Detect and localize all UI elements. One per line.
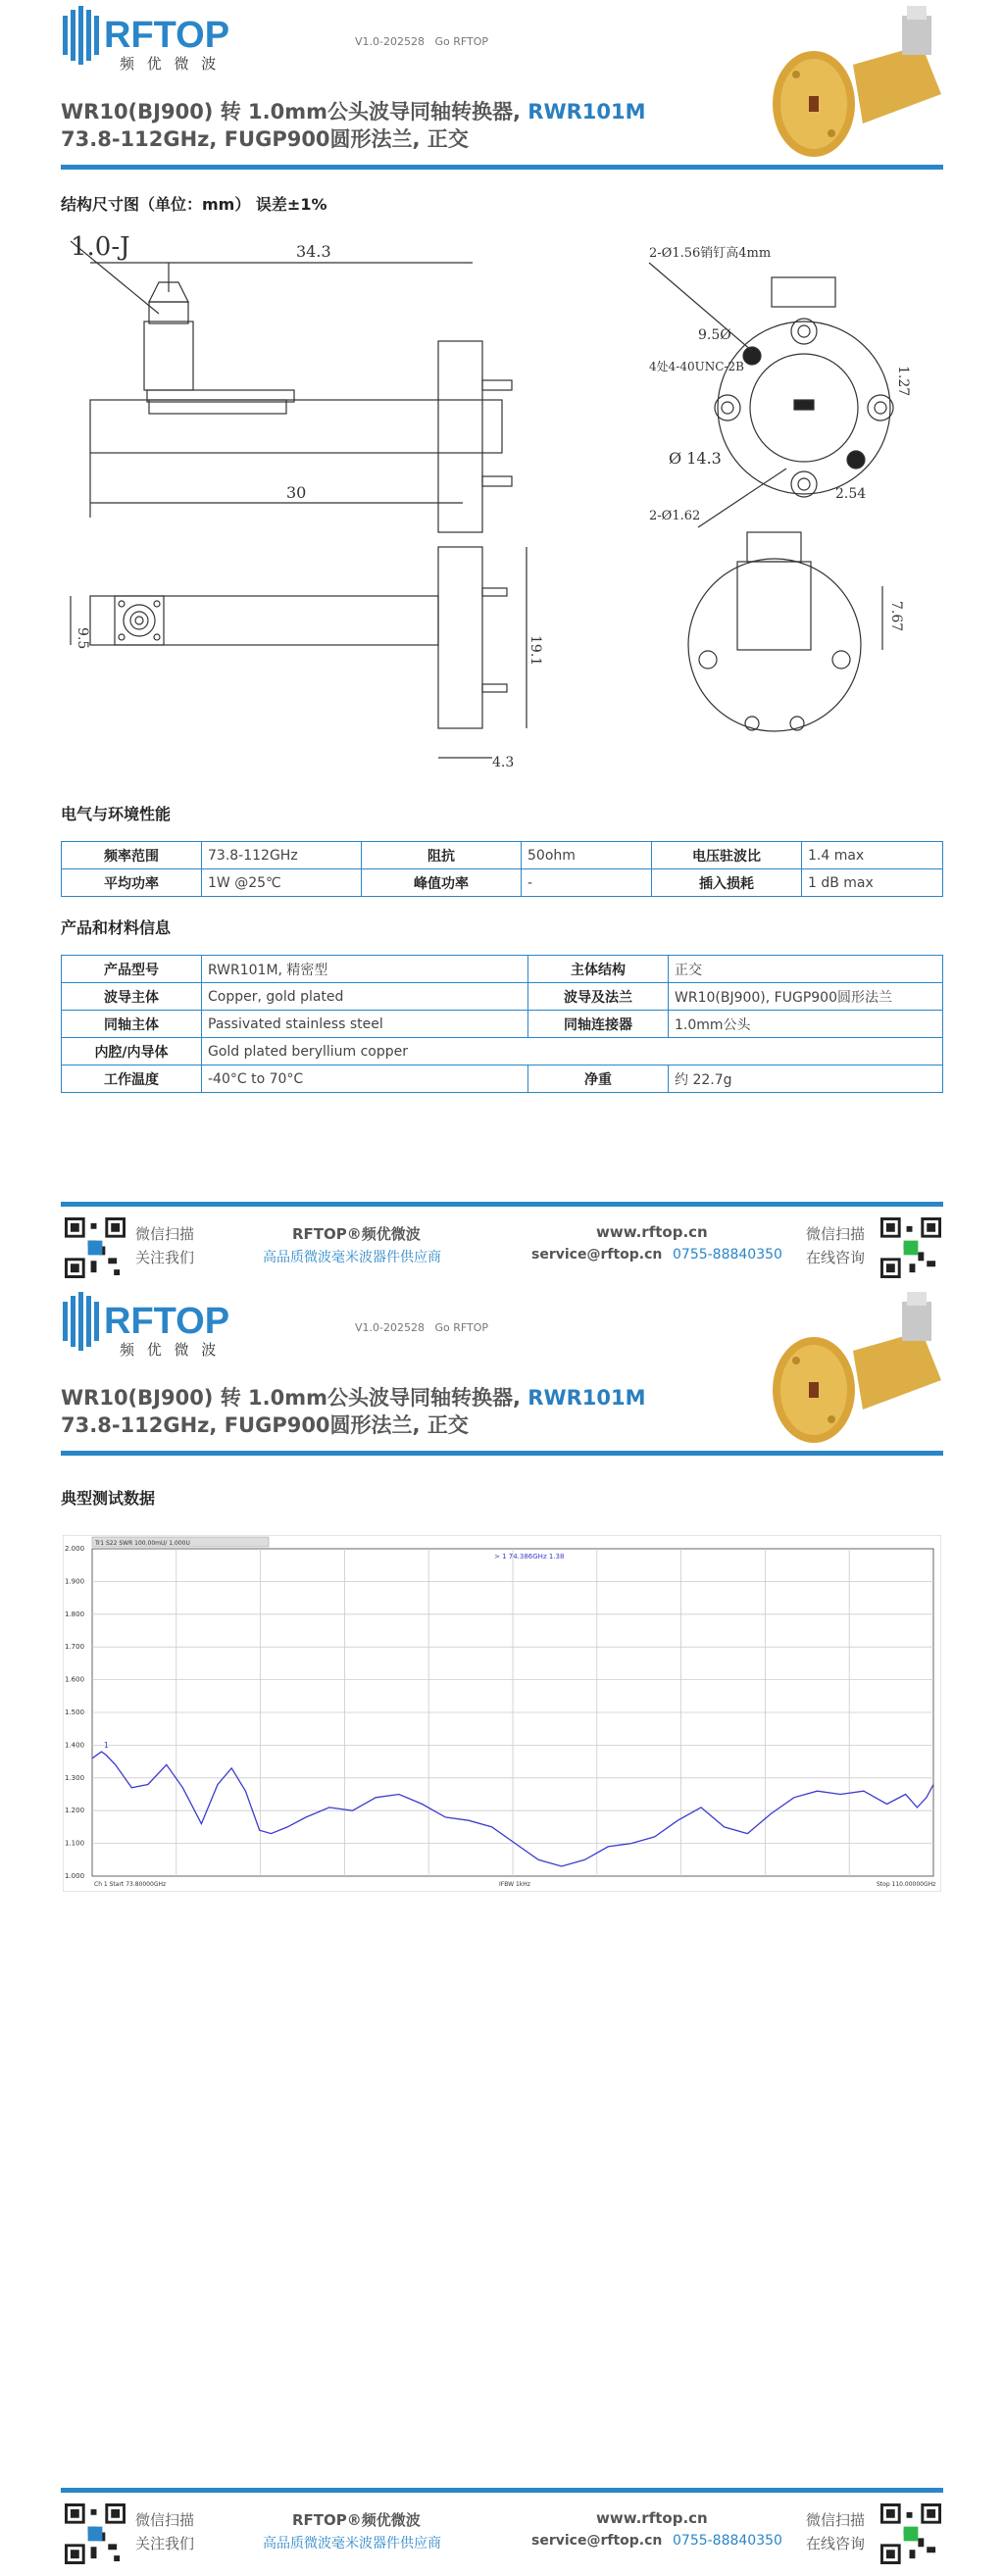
flange-side-view bbox=[688, 532, 882, 731]
table-row: 波导主体 Copper, gold plated 波导及法兰 WR10(BJ900), FUGP900圆形法兰 bbox=[62, 983, 943, 1011]
header-rule bbox=[61, 1451, 943, 1456]
table-row: 产品型号 RWR101M, 精密型 主体结构 正交 bbox=[62, 956, 943, 983]
wechat-qr-code bbox=[65, 2503, 126, 2564]
consult-qr-code bbox=[880, 2503, 941, 2564]
page-2 bbox=[0, 1286, 1004, 2572]
footer-wechat-scan-2: 微信扫描 bbox=[806, 2511, 866, 2529]
pin-note: 2-Ø1.56销钉高4mm bbox=[649, 246, 772, 261]
product-section-title: 产品和材料信息 bbox=[61, 918, 172, 937]
vswr-chart bbox=[63, 1535, 941, 1892]
product-subtitle: 73.8-112GHz, FUGP900圆形法兰, 正交 bbox=[61, 127, 469, 151]
table-row: 同轴主体 Passivated stainless steel 同轴连接器 1.0mm公头 bbox=[62, 1011, 943, 1038]
footer-email[interactable]: service@rftop.cn bbox=[531, 2533, 663, 2549]
header-rule bbox=[61, 165, 943, 170]
trace-label: Tr1 S22 SWR 100.00mU/ 1.000U bbox=[95, 1540, 190, 1547]
product-photo bbox=[755, 6, 951, 163]
dimension-drawing bbox=[61, 223, 943, 772]
connector-label: 1.0-J bbox=[71, 232, 130, 262]
svg-text:频 优 微 波: 频 优 微 波 bbox=[120, 1341, 221, 1359]
footer-consult: 在线咨询 bbox=[806, 2535, 866, 2552]
bolt-circle-label: 9.5Ø bbox=[698, 327, 731, 343]
y-tick-label: 1.200 bbox=[65, 1807, 85, 1815]
y-tick-label: 1.300 bbox=[65, 1773, 85, 1782]
svg-text:RFTOP: RFTOP bbox=[104, 15, 230, 56]
y-tick-label: 1.600 bbox=[65, 1675, 85, 1684]
product-photo bbox=[755, 1292, 951, 1449]
footer-email[interactable]: service@rftop.cn bbox=[531, 1247, 663, 1263]
product-title: WR10(BJ900) 转 1.0mm公头波导同轴转换器, RWR101M bbox=[61, 1386, 646, 1410]
footer-rule bbox=[61, 2488, 943, 2493]
footer-company: RFTOP®频优微波 bbox=[292, 2511, 421, 2529]
product-subtitle: 73.8-112GHz, FUGP900圆形法兰, 正交 bbox=[61, 1413, 469, 1437]
table-row: 平均功率 1W @25℃ 峰值功率 - 插入损耗 1 dB max bbox=[62, 869, 943, 897]
page-header bbox=[0, 1286, 1004, 1462]
footer-slogan: 高品质微波毫米波器件供应商 bbox=[263, 1250, 441, 1265]
stop-label: Stop 110.00000GHz bbox=[877, 1881, 936, 1888]
footer-slogan: 高品质微波毫米波器件供应商 bbox=[263, 2536, 441, 2551]
dim-side-height: 7.67 bbox=[888, 601, 904, 632]
flange-diameter-label: Ø 14.3 bbox=[669, 449, 722, 468]
dim-body-length: 30 bbox=[286, 483, 307, 502]
footer-company: RFTOP®频优微波 bbox=[292, 1225, 421, 1243]
footer-consult: 在线咨询 bbox=[806, 1249, 866, 1266]
y-tick-label: 2.000 bbox=[65, 1545, 85, 1553]
dim-total-length: 34.3 bbox=[296, 242, 331, 261]
product-table bbox=[61, 955, 943, 1093]
offset-label-1: 1.27 bbox=[895, 366, 911, 397]
electrical-table bbox=[61, 841, 943, 897]
footer-follow: 关注我们 bbox=[135, 1249, 195, 1266]
footer-wechat-scan-2: 微信扫描 bbox=[806, 1225, 866, 1243]
table-row: 内腔/内导体 Gold plated beryllium copper bbox=[62, 1038, 943, 1065]
wechat-qr-code bbox=[65, 1217, 126, 1278]
version-label: V1.0-202528 Go RFTOP bbox=[355, 1321, 489, 1334]
dim-width: 9.5 bbox=[75, 627, 90, 650]
bottom-view bbox=[71, 547, 527, 758]
consult-qr-code bbox=[880, 1217, 941, 1278]
product-title: WR10(BJ900) 转 1.0mm公头波导同轴转换器, RWR101M bbox=[61, 100, 646, 124]
page-footer bbox=[0, 2488, 1004, 2576]
ifbw-label: IFBW 1kHz bbox=[499, 1881, 530, 1888]
test-section-title: 典型测试数据 bbox=[61, 1489, 156, 1508]
marker-readout: > 1 74.386GHz 1.38 bbox=[494, 1553, 565, 1560]
table-row: 频率范围 73.8-112GHz 阻抗 50ohm 电压驻波比 1.4 max bbox=[62, 842, 943, 869]
y-tick-label: 1.000 bbox=[65, 1872, 85, 1880]
y-tick-label: 1.700 bbox=[65, 1643, 85, 1652]
version-label: V1.0-202528 Go RFTOP bbox=[355, 35, 489, 48]
offset-label-2: 2.54 bbox=[835, 486, 867, 502]
footer-website[interactable]: www.rftop.cn bbox=[596, 1223, 708, 1241]
footer-phone: 0755-88840350 bbox=[673, 1247, 782, 1263]
electrical-section-title: 电气与环境性能 bbox=[61, 805, 172, 823]
footer-website[interactable]: www.rftop.cn bbox=[596, 2509, 708, 2527]
footer-wechat-scan: 微信扫描 bbox=[135, 1225, 195, 1243]
rftop-logo bbox=[61, 1292, 267, 1361]
footer-rule bbox=[61, 1202, 943, 1207]
y-tick-label: 1.100 bbox=[65, 1839, 85, 1848]
y-tick-label: 1.400 bbox=[65, 1741, 85, 1750]
page-footer bbox=[0, 1202, 1004, 1290]
table-row: 工作温度 -40°C to 70°C 净重 约 22.7g bbox=[62, 1065, 943, 1093]
y-tick-label: 1.500 bbox=[65, 1709, 85, 1716]
marker-point: 1 bbox=[103, 1741, 109, 1751]
svg-text:频 优 微 波: 频 优 微 波 bbox=[120, 55, 221, 73]
footer-wechat-scan: 微信扫描 bbox=[135, 2511, 195, 2529]
start-label: Ch 1 Start 73.80000GHz bbox=[94, 1881, 167, 1888]
y-tick-label: 1.800 bbox=[65, 1610, 85, 1618]
svg-text:RFTOP: RFTOP bbox=[104, 1301, 230, 1342]
page-1 bbox=[0, 0, 1004, 1286]
hole-note: 2-Ø1.62 bbox=[649, 509, 701, 523]
thread-note: 4处4-40UNC-2B bbox=[649, 360, 744, 373]
footer-phone: 0755-88840350 bbox=[673, 2533, 782, 2549]
dim-flange-height: 19.1 bbox=[527, 635, 543, 667]
drawing-section-title: 结构尺寸图（单位：mm） 误差±1% bbox=[61, 195, 327, 214]
page-header bbox=[0, 0, 1004, 176]
footer-follow: 关注我们 bbox=[135, 2535, 195, 2552]
y-tick-label: 1.900 bbox=[65, 1577, 85, 1586]
rftop-logo bbox=[61, 6, 267, 74]
dim-flange-thickness: 4.3 bbox=[492, 755, 515, 770]
